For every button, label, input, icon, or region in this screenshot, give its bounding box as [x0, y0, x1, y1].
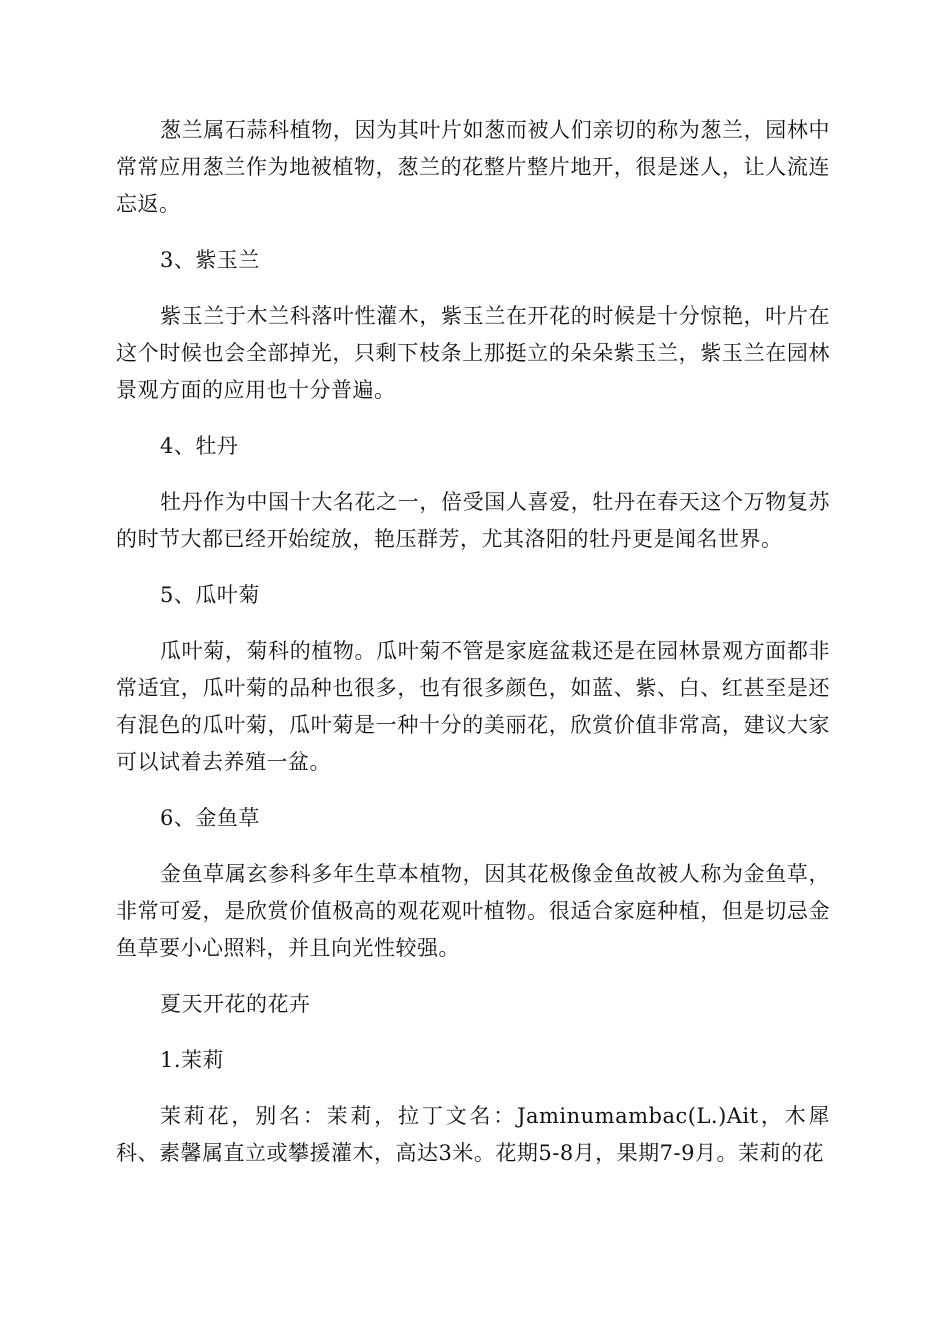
paragraph-magnolia: 紫玉兰于木兰科落叶性灌木，紫玉兰在开花的时候是十分惊艳，叶片在这个时候也会全部掉光，只剩下枝条上那挺立的朵朵紫玉兰，紫玉兰在园林景观方面的应用也十分普遍。: [116, 304, 830, 402]
heading-summer-flowers: 夏天开花的花卉: [160, 992, 311, 1016]
heading-cineraria: 5、瓜叶菊: [160, 583, 260, 607]
paragraph-zephyranthes: 葱兰属石蒜科植物，因为其叶片如葱而被人们亲切的称为葱兰，园林中常常应用葱兰作为地被植物，葱兰的花整片整片地开，很是迷人，让人流连忘返。: [116, 118, 830, 216]
paragraph-peony: 牡丹作为中国十大名花之一，倍受国人喜爱，牡丹在春天这个万物复苏的时节大都已经开始绽放，艳压群芳，尤其洛阳的牡丹更是闻名世界。: [116, 490, 830, 551]
paragraph-cineraria: 瓜叶菊，菊科的植物。瓜叶菊不管是家庭盆栽还是在园林景观方面都非常适宜，瓜叶菊的品种也很多，也有很多颜色，如蓝、紫、白、红甚至是还有混色的瓜叶菊，瓜叶菊是一种十分的美丽花，欣赏价值非常高，建议大家可以试着去养殖一盆。: [116, 639, 830, 774]
document-body: [116, 112, 830, 1172]
heading-jasmine: 1.茉莉: [160, 1048, 225, 1072]
heading-peony: 4、牡丹: [160, 434, 239, 458]
paragraph-jasmine: 茉莉花，别名：茉莉，拉丁文名：Jaminumambac(L.)Ait，木犀科、素馨属直立或攀援灌木，高达3米。花期5-8月，果期7-9月。茉莉的花: [116, 1104, 830, 1165]
heading-snapdragon: 6、金鱼草: [160, 806, 260, 830]
paragraph-snapdragon: 金鱼草属玄参科多年生草本植物，因其花极像金鱼故被人称为金鱼草，非常可爱，是欣赏价值极高的观花观叶植物。很适合家庭种植，但是切忌金鱼草要小心照料，并且向光性较强。: [116, 862, 830, 960]
heading-magnolia: 3、紫玉兰: [160, 248, 260, 272]
